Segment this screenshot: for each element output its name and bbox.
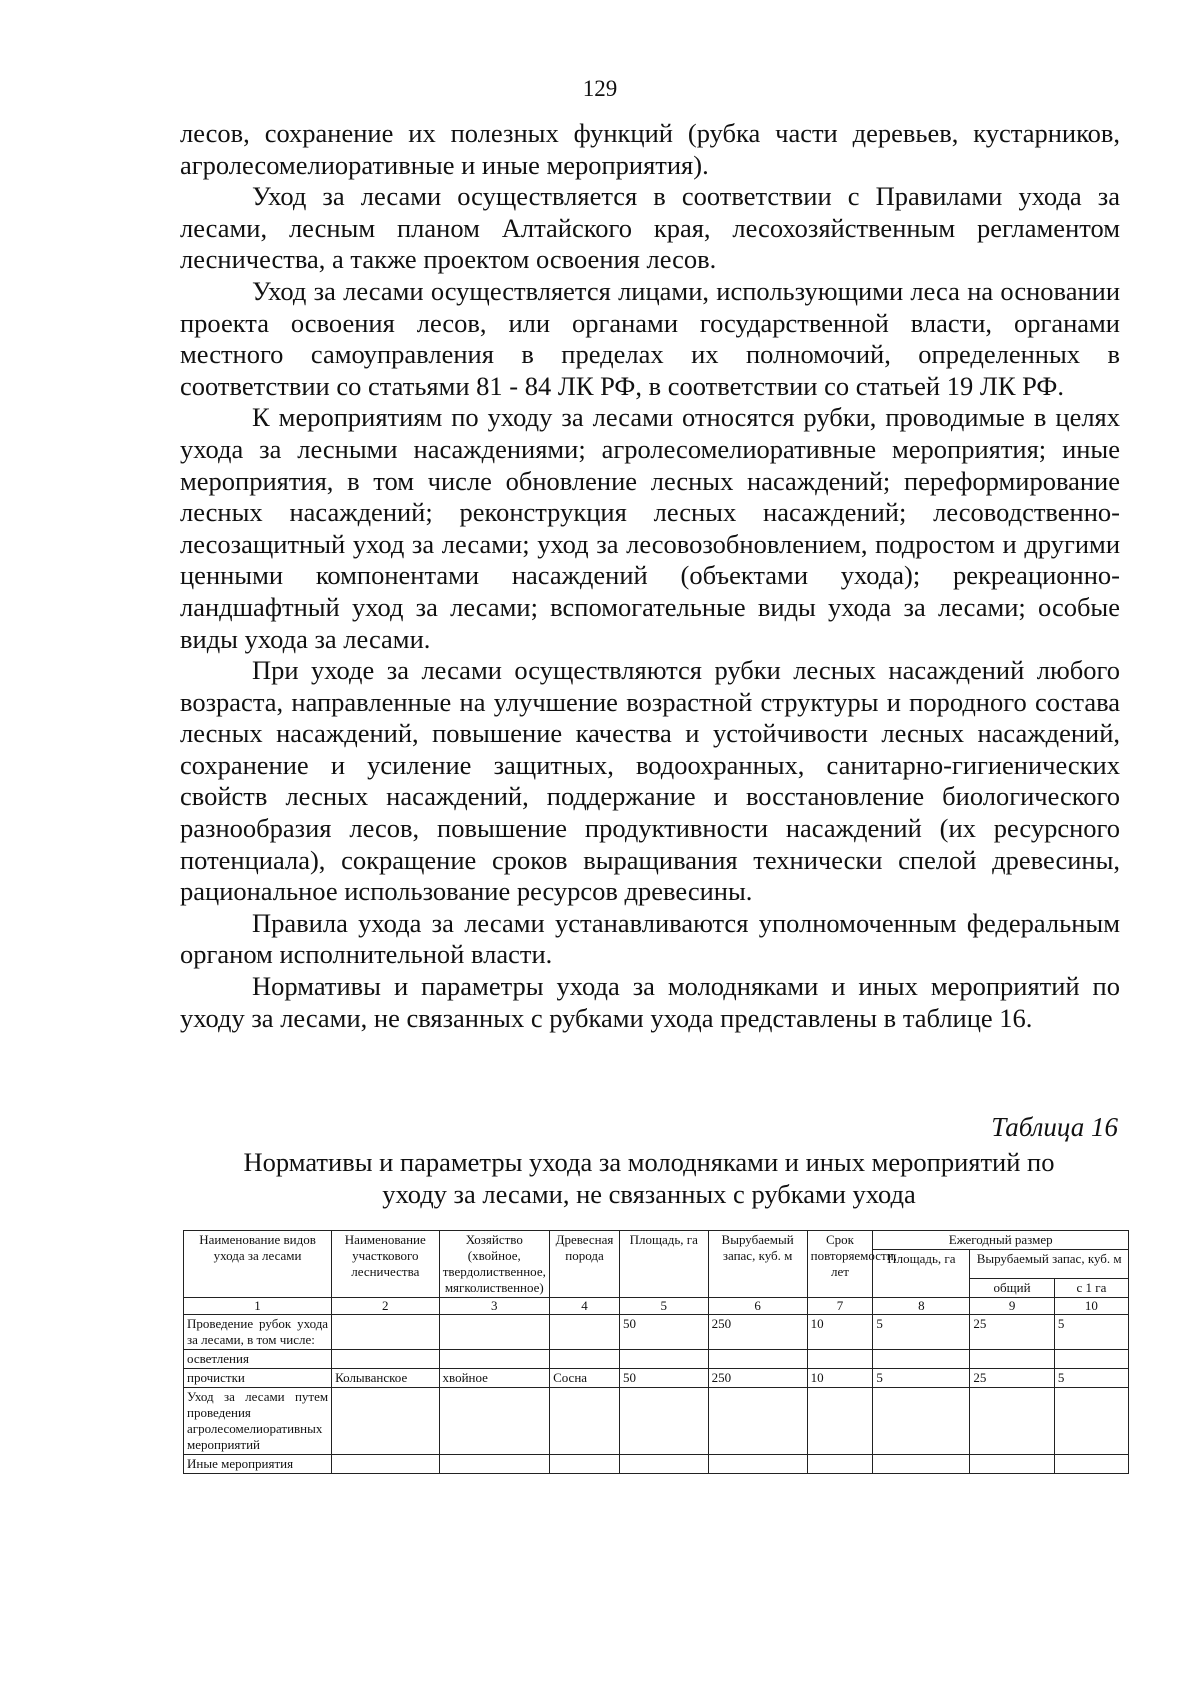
table-cell — [439, 1315, 550, 1350]
table-cell — [970, 1388, 1054, 1455]
table-cell — [619, 1388, 708, 1455]
column-number: 2 — [332, 1298, 439, 1315]
table-cell: 5 — [1054, 1315, 1128, 1350]
table-title — [180, 1146, 1118, 1210]
table-row — [184, 1350, 1129, 1369]
table-cell: 25 — [970, 1369, 1054, 1388]
column-number: 1 — [184, 1298, 332, 1315]
header-per-ha: с 1 га — [1054, 1279, 1128, 1298]
table-cell — [332, 1315, 439, 1350]
table-cell: хвойное — [439, 1369, 550, 1388]
table-cell — [439, 1455, 550, 1474]
column-number: 6 — [708, 1298, 807, 1315]
header-volume: Вырубаемый запас, куб. м — [708, 1231, 807, 1298]
table-cell — [550, 1350, 620, 1369]
paragraph: При уходе за лесами осуществляются рубки лесных насаждений любого возраста, направленные на улучшение возрастной структуры и породного состава лесных насаждений, повышение качества и устойчивости лесных насаждений, сохранение и усиление защитных, водоохранных, санитарно-гигиенических свойств лесных насаждений, поддержание и восстановление биологического разнообразия лесов, повышение продуктивности насаждений (их ресурсного потенциала), сокращение сроков выращивания технически спелой древесины, рациональное использование ресурсов древесины. — [180, 655, 1120, 907]
page-number: 129 — [582, 76, 618, 101]
table-cell — [807, 1455, 873, 1474]
paragraph: Уход за лесами осуществляется в соответствии с Правилами ухода за лесами, лесным планом Алтайского края, лесохозяйственным регламентом лесничества, а также проектом освоения лесов. — [180, 181, 1120, 275]
table-title-line: уходу за лесами, не связанных с рубками ухода — [382, 1179, 916, 1209]
table-cell: прочистки — [184, 1369, 332, 1388]
table-cell — [1054, 1350, 1128, 1369]
paragraph: Уход за лесами осуществляется лицами, использующими леса на основании проекта освоения лесов, или органами государственной власти, органами местного самоуправления в пределах их полномочий, определенных в соответствии со статьями 81 - 84 ЛК РФ, в соответствии со статьей 19 ЛК РФ. — [180, 275, 1120, 401]
table-cell — [332, 1455, 439, 1474]
table-cell — [439, 1388, 550, 1455]
table-cell — [550, 1455, 620, 1474]
table-cell — [873, 1350, 970, 1369]
paragraph: лесов, сохранение их полезных функций (рубка части деревьев, кустарников, агролесомелиоративные и иные мероприятия). — [180, 118, 1120, 180]
table-cell: Иные мероприятия — [184, 1455, 332, 1474]
table-cell: 10 — [807, 1315, 873, 1350]
table-cell: Проведение рубок ухода за лесами, в том числе: — [184, 1315, 332, 1350]
column-number: 7 — [807, 1298, 873, 1315]
header-economy: Хозяйство (хвойное, твердолиственное, мягколиственное) — [439, 1231, 550, 1298]
table-cell: 25 — [970, 1315, 1054, 1350]
column-number: 5 — [619, 1298, 708, 1315]
table-cell — [970, 1350, 1054, 1369]
table-cell — [332, 1350, 439, 1369]
column-number: 4 — [550, 1298, 620, 1315]
column-number: 3 — [439, 1298, 550, 1315]
table-cell — [439, 1350, 550, 1369]
table-row — [184, 1315, 1129, 1350]
header-area: Площадь, га — [619, 1231, 708, 1298]
table-cell: Уход за лесами путем проведения агролесомелиоративных мероприятий — [184, 1388, 332, 1455]
column-number: 9 — [970, 1298, 1054, 1315]
table-cell: 250 — [708, 1315, 807, 1350]
paragraph: Правила ухода за лесами устанавливаются уполномоченным федеральным органом исполнительной власти. — [180, 907, 1120, 970]
table-cell: осветления — [184, 1350, 332, 1369]
table-cell — [807, 1388, 873, 1455]
table-cell: 5 — [873, 1369, 970, 1388]
norms-table — [183, 1230, 1129, 1474]
table-row — [184, 1369, 1129, 1388]
header-care-type: Наименование видов ухода за лесами — [184, 1231, 332, 1298]
header-total: общий — [970, 1279, 1054, 1298]
table-cell — [708, 1350, 807, 1369]
table-row — [184, 1388, 1129, 1455]
table-cell: 5 — [873, 1315, 970, 1350]
table-cell: 10 — [807, 1369, 873, 1388]
header-forestry: Наименование участкового лесничества — [332, 1231, 439, 1298]
header-species: Древесная порода — [550, 1231, 620, 1298]
table-cell — [332, 1388, 439, 1455]
header-recurrence: Срок повторяемости, лет — [807, 1231, 873, 1298]
table-cell — [550, 1315, 620, 1350]
table-cell — [550, 1388, 620, 1455]
column-number-row — [184, 1298, 1129, 1315]
table-cell — [619, 1350, 708, 1369]
table-cell — [970, 1455, 1054, 1474]
table-cell — [708, 1388, 807, 1455]
body-text — [180, 118, 1120, 1034]
paragraph: Нормативы и параметры ухода за молодняками и иных мероприятий по уходу за лесами, не связанных с рубками ухода представлены в таблице 16. — [180, 971, 1120, 1033]
header-annual: Ежегодный размер — [873, 1231, 1129, 1250]
table-cell: 250 — [708, 1369, 807, 1388]
table-cell — [1054, 1455, 1128, 1474]
column-number: 8 — [873, 1298, 970, 1315]
table-cell — [1054, 1388, 1128, 1455]
table-cell: Сосна — [550, 1369, 620, 1388]
table-cell — [619, 1455, 708, 1474]
table-row — [184, 1455, 1129, 1474]
table-cell: 50 — [619, 1369, 708, 1388]
table-cell — [873, 1455, 970, 1474]
header-annual-area: Площадь, га — [873, 1250, 970, 1298]
table-cell — [708, 1455, 807, 1474]
table-cell: 5 — [1054, 1369, 1128, 1388]
header-annual-volume: Вырубаемый запас, куб. м — [970, 1250, 1129, 1279]
paragraph: К мероприятиям по уходу за лесами относятся рубки, проводимые в целях ухода за лесными насаждениями; агролесомелиоративные мероприятия; иные мероприятия, в том числе обновление лесных насаждений; переформирование лесных насаждений; реконструкция лесных насаждений; лесоводственно-лесозащитный уход за лесами; уход за лесовозобновлением, подростом и другими ценными компонентами насаждений (объектами ухода); рекреационно-ландшафтный уход за лесами; вспомогательные виды ухода за лесами; особые виды ухода за лесами. — [180, 402, 1120, 654]
table-title-line: Нормативы и параметры ухода за молодняками и иных мероприятий по — [243, 1147, 1055, 1177]
table-cell — [873, 1388, 970, 1455]
table-cell — [807, 1350, 873, 1369]
column-number: 10 — [1054, 1298, 1128, 1315]
table-cell: 50 — [619, 1315, 708, 1350]
table-cell: Колыванское — [332, 1369, 439, 1388]
table-label: Таблица 16 — [991, 1112, 1118, 1142]
